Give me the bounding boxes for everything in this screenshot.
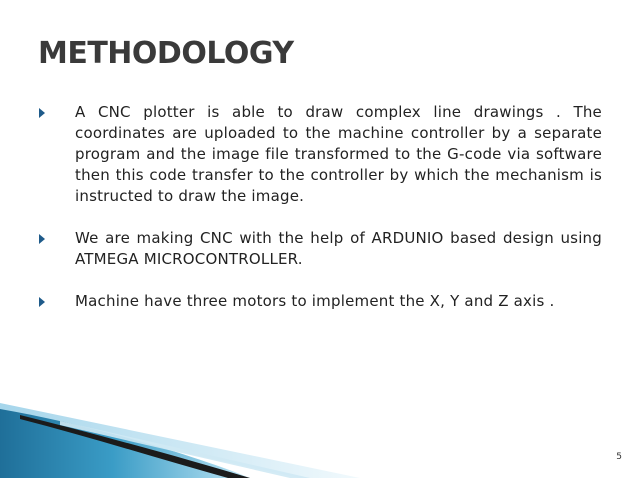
bullet-list xyxy=(36,102,602,333)
bullet-item xyxy=(36,291,602,312)
triangle-bullet-icon xyxy=(39,108,45,118)
slide-title: METHODOLOGY xyxy=(38,36,294,71)
triangle-bullet-icon xyxy=(39,234,45,244)
page-number: 5 xyxy=(616,452,622,462)
bullet-text: A CNC plotter is able to draw complex line drawings . The coordinates are uploaded to the machine controller by a separate program and the image file transformed to the G-code via software then this code transfer to the controller by which the mechanism is instructed to draw the image. xyxy=(75,103,602,205)
bullet-text: Machine have three motors to implement the X, Y and Z axis . xyxy=(75,292,555,310)
bullet-text: We are making CNC with the help of ARDUNIO based design using ATMEGA MICROCONTROLLER. xyxy=(75,229,602,268)
bullet-item xyxy=(36,102,602,207)
bullet-item xyxy=(36,228,602,270)
triangle-bullet-icon xyxy=(39,297,45,307)
decorative-swoosh xyxy=(0,395,638,478)
